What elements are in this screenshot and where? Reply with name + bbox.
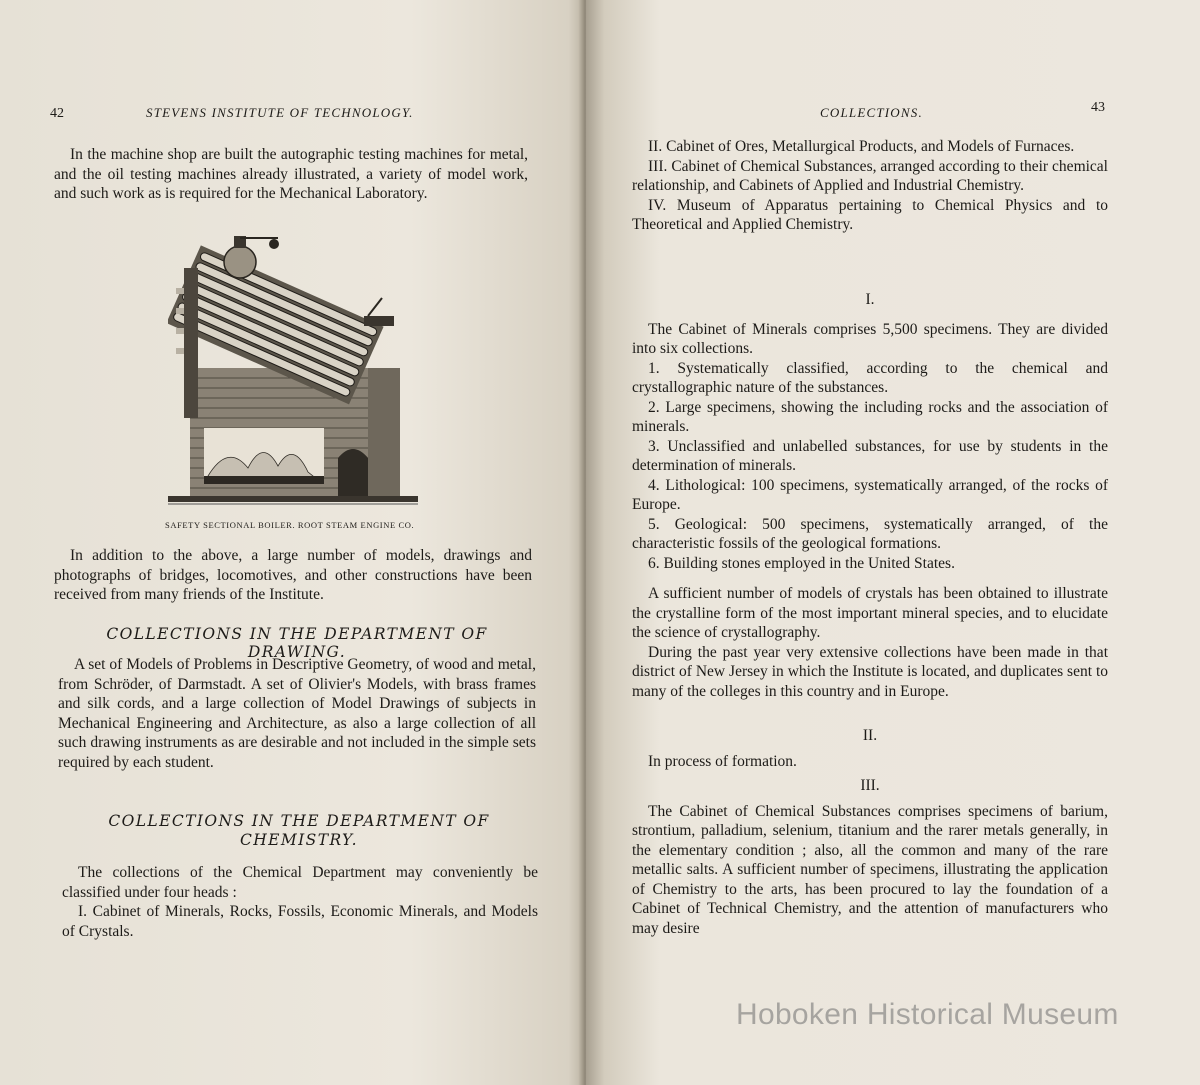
running-head: COLLECTIONS. (820, 105, 923, 120)
paragraph-crystals: A sufficient number of models of crystals has been obtained to illustrate the crystalline form of the most important mineral species, and to elucidate the science of crystallography. (632, 585, 1108, 641)
heads-block (632, 137, 1108, 235)
section-3-block (632, 776, 1108, 938)
section-1-item: 5. Geological: 500 specimens, systematically arranged, of the characteristic fossils of the geological formations. (632, 515, 1108, 552)
intro-block (54, 145, 528, 204)
section-2-block (632, 726, 1108, 771)
figure-caption: SAFETY SECTIONAL BOILER. ROOT STEAM ENGINE CO. (165, 520, 415, 530)
section-1-item: 2. Large specimens, showing the including rocks and the association of minerals. (632, 398, 1108, 435)
section-2-numeral: II. (862, 727, 878, 744)
paragraph-new-jersey: During the past year very extensive collections have been made in that district of New Jersey in which the Institute is located, and duplicates sent to many of the colleges in this country and in Europe. (632, 643, 1108, 700)
section-1-numeral: I. (865, 291, 875, 308)
page-number: 42 (50, 106, 64, 121)
section-1-intro: The Cabinet of Minerals comprises 5,500 specimens. They are divided into six collections. (632, 320, 1108, 357)
drawing-block (58, 655, 536, 772)
boiler-illustration (168, 228, 418, 510)
paragraph-drawing: A set of Models of Problems in Descriptive Geometry, of wood and metal, from Schröder, of Darmstadt. A set of Olivier's Models, with brass frames and silk cords, and a large collection of Model Drawings of subjects in Mechanical Engineering and Architecture, as also a large collection of all such drawing instruments as are desirable and not included in the simple sets required by each student. (58, 656, 536, 771)
chemistry-heading-block (60, 812, 538, 850)
left-page (0, 0, 586, 1085)
museum-watermark: Hoboken Historical Museum (736, 998, 1119, 1031)
list-item-3: III. Cabinet of Chemical Substances, arranged according to their chemical relationship, and Cabinets of Applied and Industrial Chemistry. (632, 157, 1108, 194)
section-3-numeral: III. (860, 777, 880, 794)
paragraph-models: In addition to the above, a large number of models, drawings and photographs of bridges, locomotives, and other constructions have been received from many friends of the Institute. (54, 547, 532, 603)
running-head: STEVENS INSTITUTE OF TECHNOLOGY. (146, 105, 414, 120)
list-item-1: I. Cabinet of Minerals, Rocks, Fossils, Economic Minerals, and Models of Crystals. (62, 903, 538, 940)
models-block (54, 546, 532, 605)
section-3-text: The Cabinet of Chemical Substances comprises specimens of barium, strontium, palladium, selenium, titanium and the rarer metals generally, in the elementary condition ; also, all the common and many of the rare metallic salts. A sufficient number of specimens, illustrating the application of Chemistry to the arts, has been procured to lay the foundation of a Cabinet of Technical Chemistry, and the attention of manufacturers who may desire (632, 802, 1108, 937)
page-number: 43 (1091, 100, 1105, 115)
crystals-block (632, 584, 1108, 701)
list-item-4: IV. Museum of Apparatus pertaining to Chemical Physics and to Theoretical and Applied Chemistry. (632, 196, 1108, 233)
section-1-item: 1. Systematically classified, according to the chemical and crystallographic nature of the substances. (632, 359, 1108, 396)
section-1-item: 4. Lithological: 100 specimens, systematically arranged, of the rocks of Europe. (632, 476, 1108, 513)
heading-drawing: COLLECTIONS IN THE DEPARTMENT OF DRAWING. (106, 625, 488, 661)
paragraph-chemistry: The collections of the Chemical Department may conveniently be classified under four heads : (62, 864, 538, 901)
heading-chemistry-line1: COLLECTIONS IN THE DEPARTMENT OF (108, 812, 490, 830)
section-1-block (632, 290, 1108, 573)
chemistry-block (62, 863, 538, 941)
list-item-2: II. Cabinet of Ores, Metallurgical Products, and Models of Furnaces. (648, 138, 1075, 155)
section-1-item: 6. Building stones employed in the United States. (648, 554, 955, 572)
section-1-item: 3. Unclassified and unlabelled substances, for use by students in the determination of minerals. (632, 437, 1108, 474)
section-2-text: In process of formation. (648, 752, 797, 770)
heading-chemistry-line2: CHEMISTRY. (240, 831, 358, 849)
intro-paragraph: In the machine shop are built the autographic testing machines for metal, and the oil testing machines already illustrated, a variety of model work, and such work as is required for the Mechanical Laboratory. (54, 146, 528, 202)
right-page (586, 0, 1200, 1085)
